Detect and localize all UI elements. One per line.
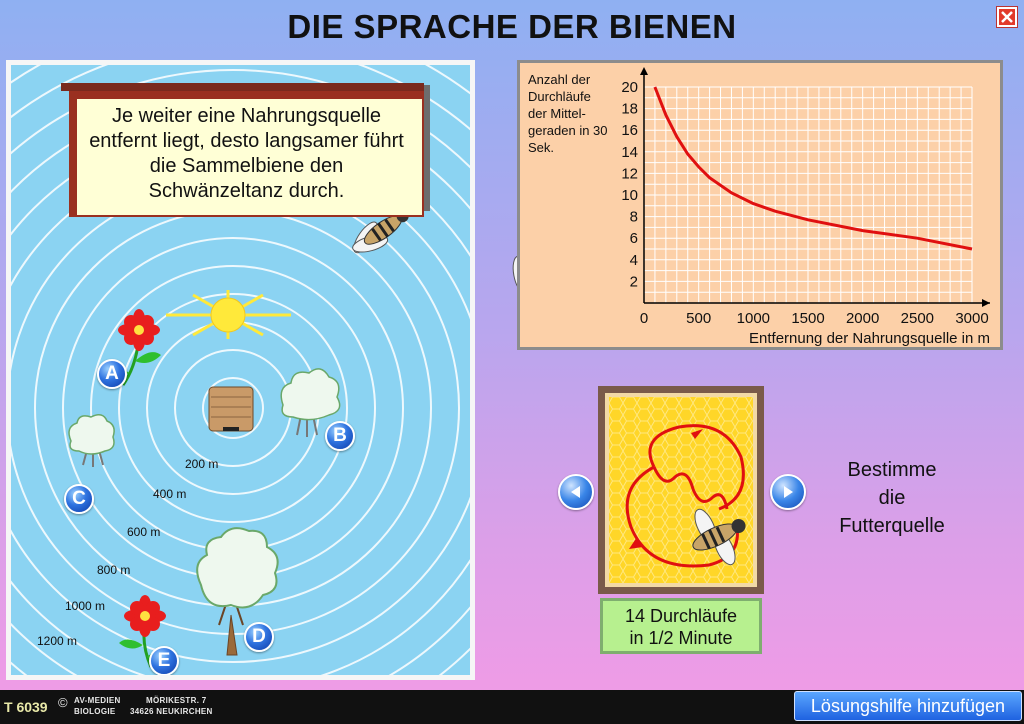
publisher-label: AV-MEDIEN xyxy=(74,696,121,705)
chart-panel xyxy=(517,60,1003,350)
copyright-symbol: © xyxy=(58,695,68,710)
beehive-icon xyxy=(209,387,253,431)
task-instruction xyxy=(810,456,974,540)
product-code: T 6039 xyxy=(4,699,48,715)
chart-x-tick-label: 3000 xyxy=(955,310,989,327)
waggle-dance-animation xyxy=(609,397,753,583)
chart-x-tick-label: 2500 xyxy=(900,310,935,327)
solution-help-button[interactable]: Lösungshilfe hinzufügen xyxy=(794,691,1022,721)
chart-y-tick-label: 14 xyxy=(621,143,638,161)
hint-text: Je weiter eine Nahrungsquelle entfernt liegt, desto langsamer führt die Sammelbiene den Schwänzeltanz durch. xyxy=(89,105,404,202)
city-label: 34626 NEUKIRCHEN xyxy=(130,707,213,716)
distance-label-400: 400 m xyxy=(153,487,187,501)
chart-y-tick-label: 16 xyxy=(621,122,638,140)
distance-chart xyxy=(520,63,1000,347)
chart-y-tick-label: 12 xyxy=(621,165,638,183)
next-button[interactable] xyxy=(770,474,806,510)
chart-y-tick-label: 4 xyxy=(629,251,638,269)
close-icon xyxy=(999,9,1015,25)
chart-series-line xyxy=(655,87,972,249)
close-button[interactable] xyxy=(996,6,1018,28)
bush-icon xyxy=(69,415,114,467)
map-area xyxy=(11,65,470,675)
distance-label-600: 600 m xyxy=(127,525,161,539)
page-title: DIE SPRACHE DER BIENEN xyxy=(287,8,737,45)
hint-box xyxy=(69,91,424,217)
source-button-a[interactable]: A xyxy=(97,359,127,389)
source-button-e[interactable]: E xyxy=(149,646,179,675)
chart-x-tick-label: 1000 xyxy=(736,310,771,327)
dance-count-line-1: 14 Durchläufe xyxy=(624,606,738,626)
chart-x-tick-label: 2000 xyxy=(845,310,880,327)
chart-x-axis-arrow xyxy=(982,299,990,307)
distance-label-200: 200 m xyxy=(185,457,219,471)
task-line-3: Futterquelle xyxy=(839,515,945,537)
waggle-dance-frame xyxy=(598,386,764,594)
dance-count-box xyxy=(600,598,762,654)
dance-count-line-2: in 1/2 Minute xyxy=(629,628,733,648)
source-button-b[interactable]: B xyxy=(325,421,355,451)
chart-y-tick-label: 8 xyxy=(629,208,638,226)
chart-x-label: Entfernung der Nahrungsquelle in m xyxy=(749,330,990,347)
distance-label-800: 800 m xyxy=(97,563,131,577)
subject-label: BIOLOGIE xyxy=(74,707,116,716)
previous-button[interactable] xyxy=(558,474,594,510)
chart-y-tick-label: 20 xyxy=(621,79,638,96)
chart-y-tick-label: 10 xyxy=(621,187,638,204)
left-arrow-icon xyxy=(569,485,583,499)
street-label: MÖRIKESTR. 7 xyxy=(146,696,207,705)
chart-y-tick-label: 2 xyxy=(629,273,638,291)
chart-x-tick-label: 1500 xyxy=(791,310,825,327)
distance-label-1200: 1200 m xyxy=(37,634,78,648)
chart-y-label: Anzahl der Durchläufe der Mittel-geraden in 30 Sek. xyxy=(528,72,608,155)
task-line-1: Bestimme xyxy=(847,459,937,481)
task-line-2: die xyxy=(878,487,906,509)
right-arrow-icon xyxy=(781,485,795,499)
map-panel xyxy=(6,60,475,680)
source-button-c[interactable]: C xyxy=(64,484,94,514)
distance-label-1000: 1000 m xyxy=(65,599,106,613)
chart-y-tick-label: 18 xyxy=(621,100,638,118)
chart-y-tick-label: 6 xyxy=(629,230,638,248)
source-button-d[interactable]: D xyxy=(244,622,274,652)
chart-x-tick-label: 500 xyxy=(686,310,712,327)
chart-y-axis-arrow xyxy=(640,67,648,75)
chart-x-tick-label: 0 xyxy=(639,310,649,327)
